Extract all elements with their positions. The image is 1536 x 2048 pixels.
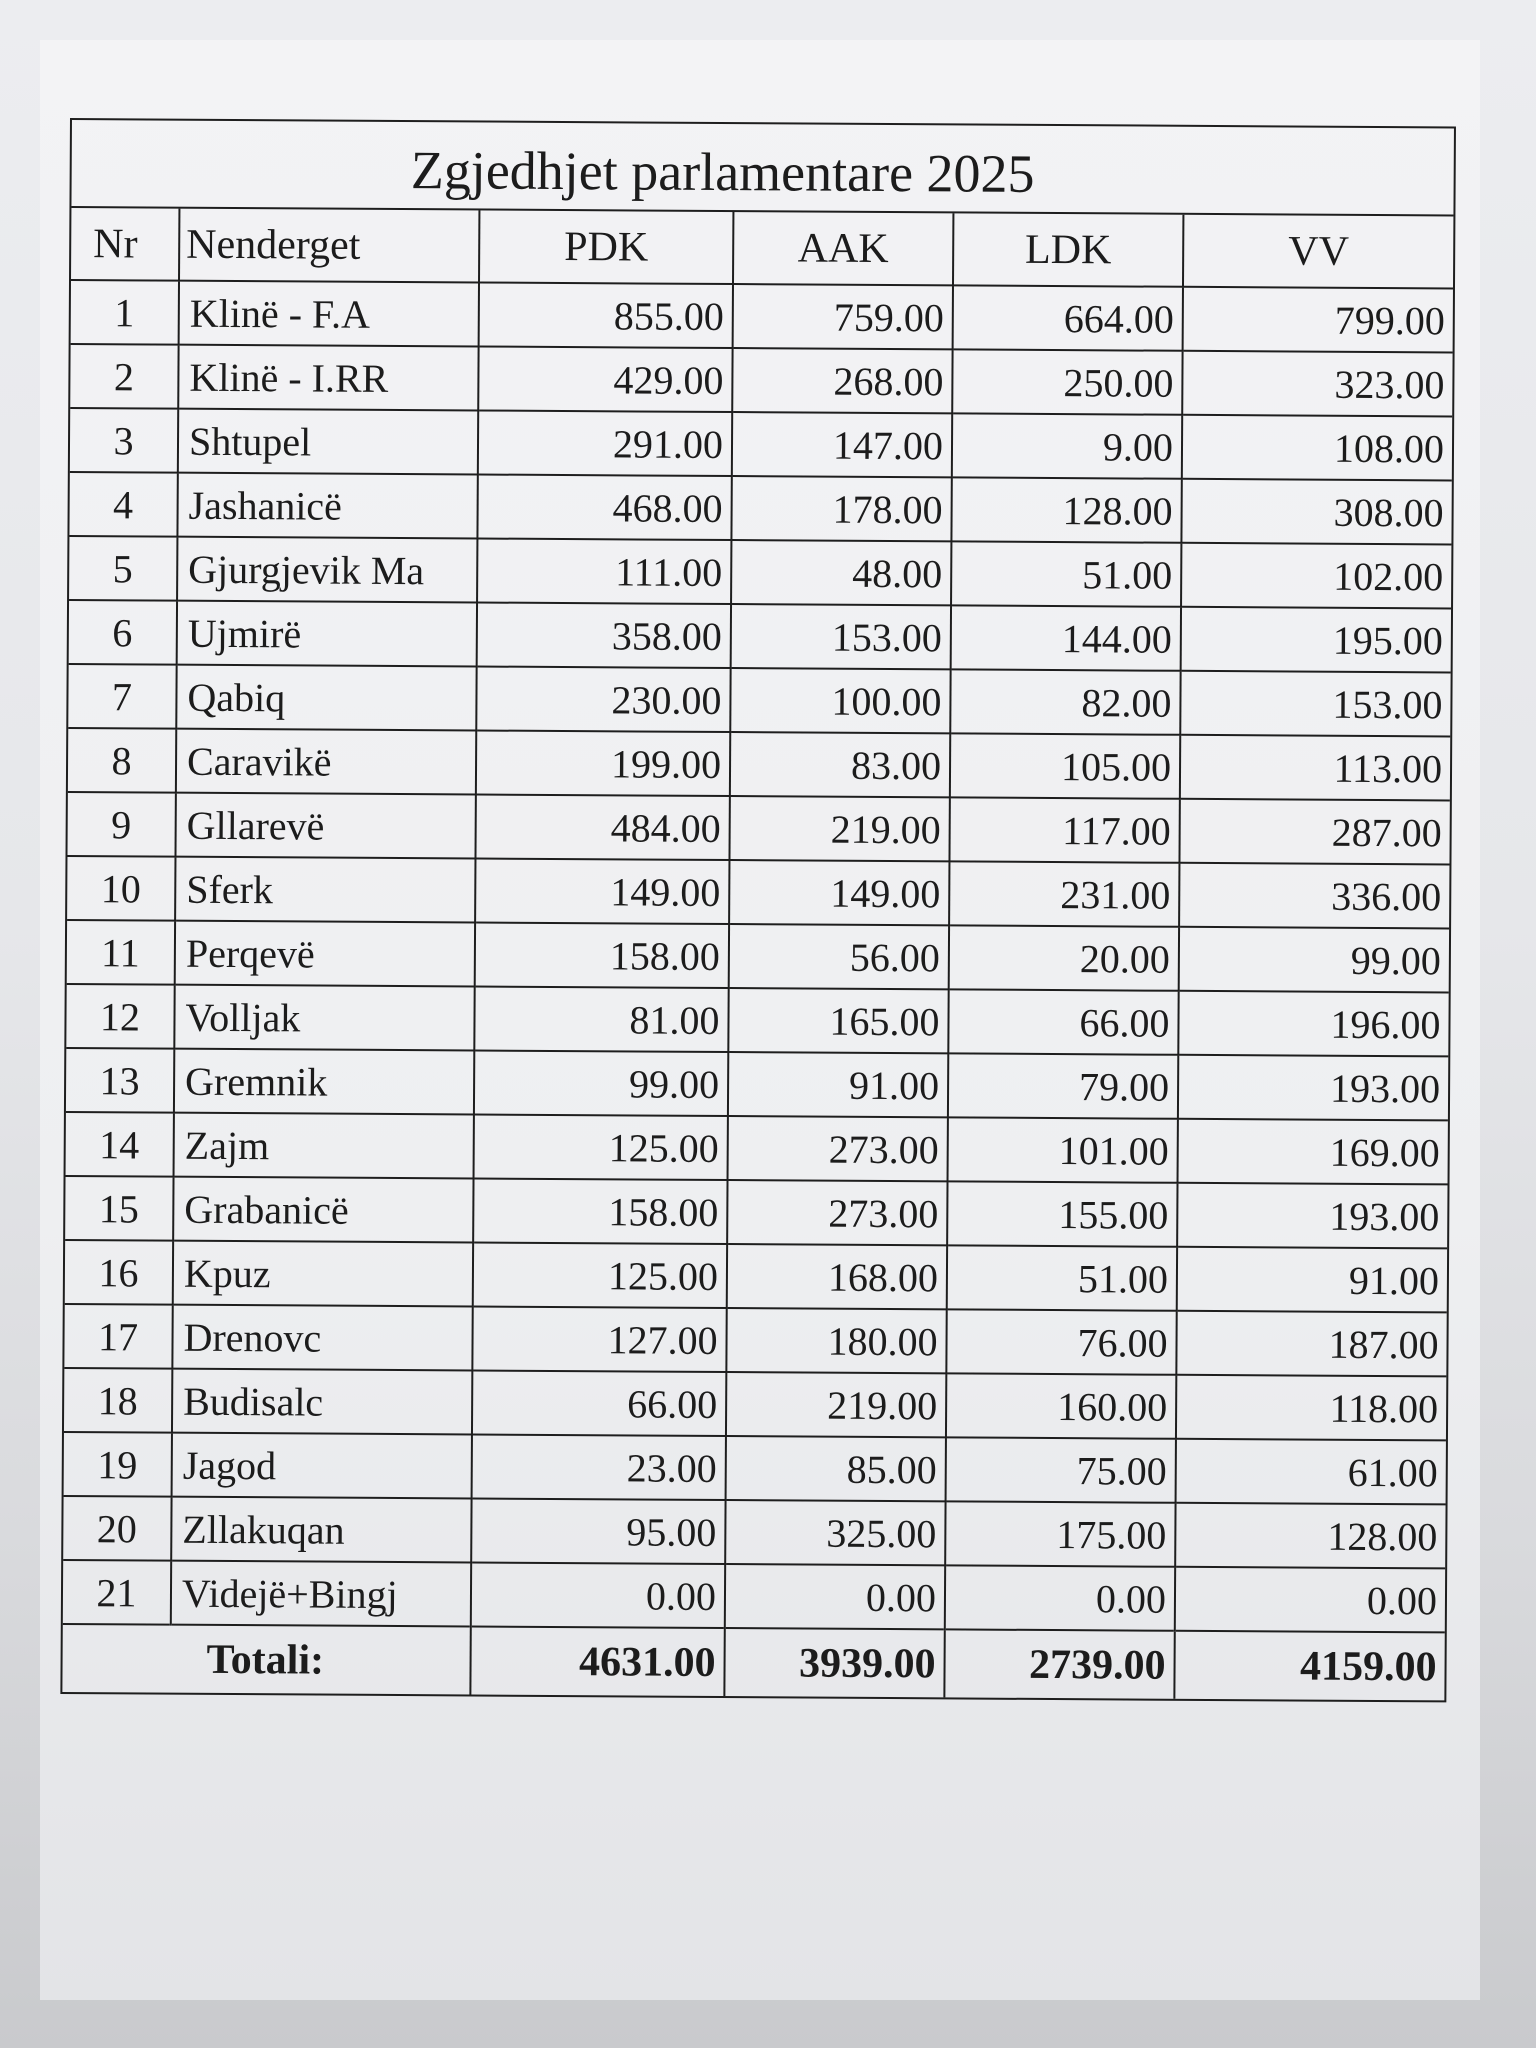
- row-nr: 17: [64, 1304, 172, 1369]
- cell-aak: 180.00: [726, 1308, 946, 1373]
- cell-pdk: 81.00: [474, 986, 728, 1052]
- row-name: Klinë - I.RR: [178, 345, 478, 411]
- cell-ldk: 250.00: [952, 349, 1182, 414]
- cell-pdk: 855.00: [479, 283, 733, 349]
- cell-pdk: 199.00: [476, 730, 730, 796]
- cell-vv: 195.00: [1181, 607, 1451, 673]
- cell-vv: 118.00: [1176, 1375, 1446, 1441]
- cell-pdk: 358.00: [477, 602, 731, 668]
- cell-ldk: 175.00: [945, 1501, 1175, 1566]
- row-name: Caravikë: [176, 729, 476, 795]
- cell-pdk: 127.00: [472, 1306, 726, 1372]
- total-ldk: 2739.00: [944, 1629, 1174, 1698]
- cell-ldk: 51.00: [947, 1245, 1177, 1310]
- cell-aak: 85.00: [726, 1436, 946, 1501]
- header-nr: Nr: [71, 208, 179, 281]
- cell-aak: 149.00: [729, 860, 949, 925]
- row-nr: 8: [68, 728, 176, 793]
- row-name: Budisalc: [172, 1369, 472, 1435]
- cell-vv: 308.00: [1181, 479, 1451, 545]
- cell-vv: 113.00: [1180, 735, 1450, 801]
- total-vv: 4159.00: [1174, 1631, 1444, 1701]
- row-name: Drenovc: [172, 1305, 472, 1371]
- cell-ldk: 160.00: [946, 1373, 1176, 1438]
- cell-vv: 102.00: [1181, 543, 1451, 609]
- row-name: Klinë - F.A: [179, 281, 479, 347]
- header-ldk: LDK: [953, 213, 1183, 286]
- table-body: [63, 280, 1453, 1632]
- cell-pdk: 291.00: [478, 410, 732, 476]
- table-row: [66, 1048, 1448, 1120]
- row-name: Videjë+Bingj: [171, 1561, 471, 1627]
- total-label: Totali:: [62, 1624, 470, 1694]
- cell-aak: 165.00: [728, 988, 948, 1053]
- row-name: Kpuz: [173, 1241, 473, 1307]
- row-nr: 4: [69, 472, 177, 537]
- row-name: Gjurgjevik Ma: [177, 537, 477, 603]
- row-name: Gremnik: [174, 1049, 474, 1115]
- cell-ldk: 20.00: [949, 925, 1179, 990]
- table-row: [69, 472, 1451, 544]
- cell-ldk: 82.00: [950, 669, 1180, 734]
- table-row: [65, 1176, 1447, 1248]
- cell-vv: 153.00: [1180, 671, 1450, 737]
- cell-ldk: 155.00: [947, 1181, 1177, 1246]
- table-row: [65, 1240, 1447, 1312]
- row-name: Shtupel: [178, 409, 478, 475]
- header-row: [71, 208, 1453, 288]
- row-name: Ujmirë: [177, 601, 477, 667]
- table-row: [66, 1112, 1448, 1184]
- row-nr: 20: [63, 1496, 171, 1561]
- cell-ldk: 117.00: [949, 797, 1179, 862]
- cell-aak: 273.00: [727, 1180, 947, 1245]
- cell-vv: 128.00: [1175, 1503, 1445, 1569]
- row-nr: 14: [66, 1112, 174, 1177]
- table-row: [69, 600, 1451, 672]
- table-row: [67, 920, 1449, 992]
- cell-pdk: 125.00: [473, 1242, 727, 1308]
- cell-vv: 193.00: [1177, 1183, 1447, 1249]
- row-nr: 13: [66, 1048, 174, 1113]
- row-nr: 21: [63, 1560, 171, 1625]
- total-row: [62, 1624, 1444, 1700]
- cell-aak: 48.00: [731, 540, 951, 605]
- row-name: Jashanicë: [177, 473, 477, 539]
- cell-ldk: 76.00: [946, 1309, 1176, 1374]
- cell-aak: 273.00: [728, 1116, 948, 1181]
- table-row: [70, 344, 1452, 416]
- cell-ldk: 79.00: [948, 1053, 1178, 1118]
- table-row: [69, 536, 1451, 608]
- cell-aak: 268.00: [732, 348, 952, 413]
- cell-vv: 196.00: [1178, 991, 1448, 1057]
- table-row: [68, 664, 1450, 736]
- cell-pdk: 429.00: [478, 347, 732, 413]
- results-table: [62, 208, 1453, 1700]
- cell-ldk: 231.00: [949, 861, 1179, 926]
- cell-vv: 0.00: [1175, 1567, 1445, 1633]
- table-row: [70, 408, 1452, 480]
- cell-ldk: 9.00: [952, 413, 1182, 478]
- table-row: [66, 984, 1448, 1056]
- cell-aak: 759.00: [733, 284, 953, 349]
- table-row: [71, 280, 1453, 352]
- cell-vv: 799.00: [1183, 287, 1453, 353]
- table-row: [63, 1560, 1445, 1632]
- cell-aak: 168.00: [727, 1244, 947, 1309]
- cell-pdk: 111.00: [477, 538, 731, 604]
- row-name: Perqevë: [175, 921, 475, 987]
- cell-ldk: 128.00: [951, 477, 1181, 542]
- header-nenderget: Nenderget: [179, 209, 479, 283]
- cell-vv: 169.00: [1178, 1119, 1448, 1185]
- cell-aak: 56.00: [729, 924, 949, 989]
- row-name: Qabiq: [176, 665, 476, 731]
- total-pdk: 4631.00: [470, 1626, 724, 1696]
- row-name: Grabanicë: [173, 1177, 473, 1243]
- cell-vv: 193.00: [1178, 1055, 1448, 1121]
- table-row: [64, 1432, 1446, 1504]
- cell-ldk: 66.00: [948, 989, 1178, 1054]
- cell-aak: 178.00: [731, 476, 951, 541]
- cell-ldk: 101.00: [948, 1117, 1178, 1182]
- cell-pdk: 230.00: [476, 666, 730, 732]
- cell-aak: 147.00: [732, 412, 952, 477]
- row-name: Zajm: [174, 1113, 474, 1179]
- cell-vv: 108.00: [1182, 415, 1452, 481]
- cell-vv: 287.00: [1179, 799, 1449, 865]
- row-nr: 7: [68, 664, 176, 729]
- table-row: [63, 1496, 1445, 1568]
- table-row: [64, 1304, 1446, 1376]
- cell-vv: 336.00: [1179, 863, 1449, 929]
- row-nr: 1: [71, 280, 179, 345]
- cell-aak: 219.00: [726, 1372, 946, 1437]
- cell-aak: 0.00: [725, 1564, 945, 1629]
- cell-pdk: 125.00: [474, 1114, 728, 1180]
- row-name: Sferk: [175, 857, 475, 923]
- row-nr: 16: [65, 1240, 173, 1305]
- results-table-frame: [60, 118, 1456, 1702]
- table-row: [67, 856, 1449, 928]
- cell-aak: 153.00: [731, 604, 951, 669]
- row-nr: 19: [64, 1432, 172, 1497]
- cell-ldk: 144.00: [951, 605, 1181, 670]
- document-title: Zgjedhjet parlamentare 2025: [71, 120, 1454, 216]
- cell-pdk: 66.00: [472, 1370, 726, 1436]
- cell-aak: 91.00: [728, 1052, 948, 1117]
- cell-ldk: 75.00: [946, 1437, 1176, 1502]
- cell-ldk: 0.00: [945, 1565, 1175, 1630]
- header-vv: VV: [1183, 215, 1453, 289]
- table-row: [67, 792, 1449, 864]
- row-nr: 9: [67, 792, 175, 857]
- cell-pdk: 149.00: [475, 858, 729, 924]
- cell-vv: 187.00: [1176, 1311, 1446, 1377]
- table-row: [64, 1368, 1446, 1440]
- row-nr: 3: [70, 408, 178, 473]
- row-name: Gllarevë: [175, 793, 475, 859]
- cell-aak: 219.00: [729, 796, 949, 861]
- row-nr: 2: [70, 344, 178, 409]
- cell-ldk: 51.00: [951, 541, 1181, 606]
- row-nr: 11: [67, 920, 175, 985]
- cell-pdk: 158.00: [475, 922, 729, 988]
- table-row: [68, 728, 1450, 800]
- row-nr: 10: [67, 856, 175, 921]
- cell-pdk: 158.00: [473, 1178, 727, 1244]
- cell-pdk: 99.00: [474, 1050, 728, 1116]
- total-aak: 3939.00: [724, 1628, 944, 1697]
- cell-ldk: 105.00: [950, 733, 1180, 798]
- row-name: Zllakuqan: [171, 1497, 471, 1563]
- row-name: Volljak: [174, 985, 474, 1051]
- header-pdk: PDK: [479, 211, 733, 285]
- cell-pdk: 0.00: [471, 1562, 725, 1628]
- cell-vv: 91.00: [1177, 1247, 1447, 1313]
- cell-vv: 323.00: [1182, 351, 1452, 417]
- row-nr: 18: [64, 1368, 172, 1433]
- cell-pdk: 23.00: [472, 1434, 726, 1500]
- header-aak: AAK: [733, 212, 953, 285]
- cell-vv: 61.00: [1176, 1439, 1446, 1505]
- cell-aak: 100.00: [730, 668, 950, 733]
- cell-aak: 325.00: [725, 1500, 945, 1565]
- cell-pdk: 484.00: [475, 794, 729, 860]
- cell-vv: 99.00: [1179, 927, 1449, 993]
- row-name: Jagod: [172, 1433, 472, 1499]
- cell-pdk: 468.00: [477, 474, 731, 540]
- row-nr: 15: [65, 1176, 173, 1241]
- row-nr: 5: [69, 536, 177, 601]
- cell-ldk: 664.00: [953, 285, 1183, 350]
- row-nr: 12: [66, 984, 174, 1049]
- cell-aak: 83.00: [730, 732, 950, 797]
- row-nr: 6: [69, 600, 177, 665]
- cell-pdk: 95.00: [471, 1498, 725, 1564]
